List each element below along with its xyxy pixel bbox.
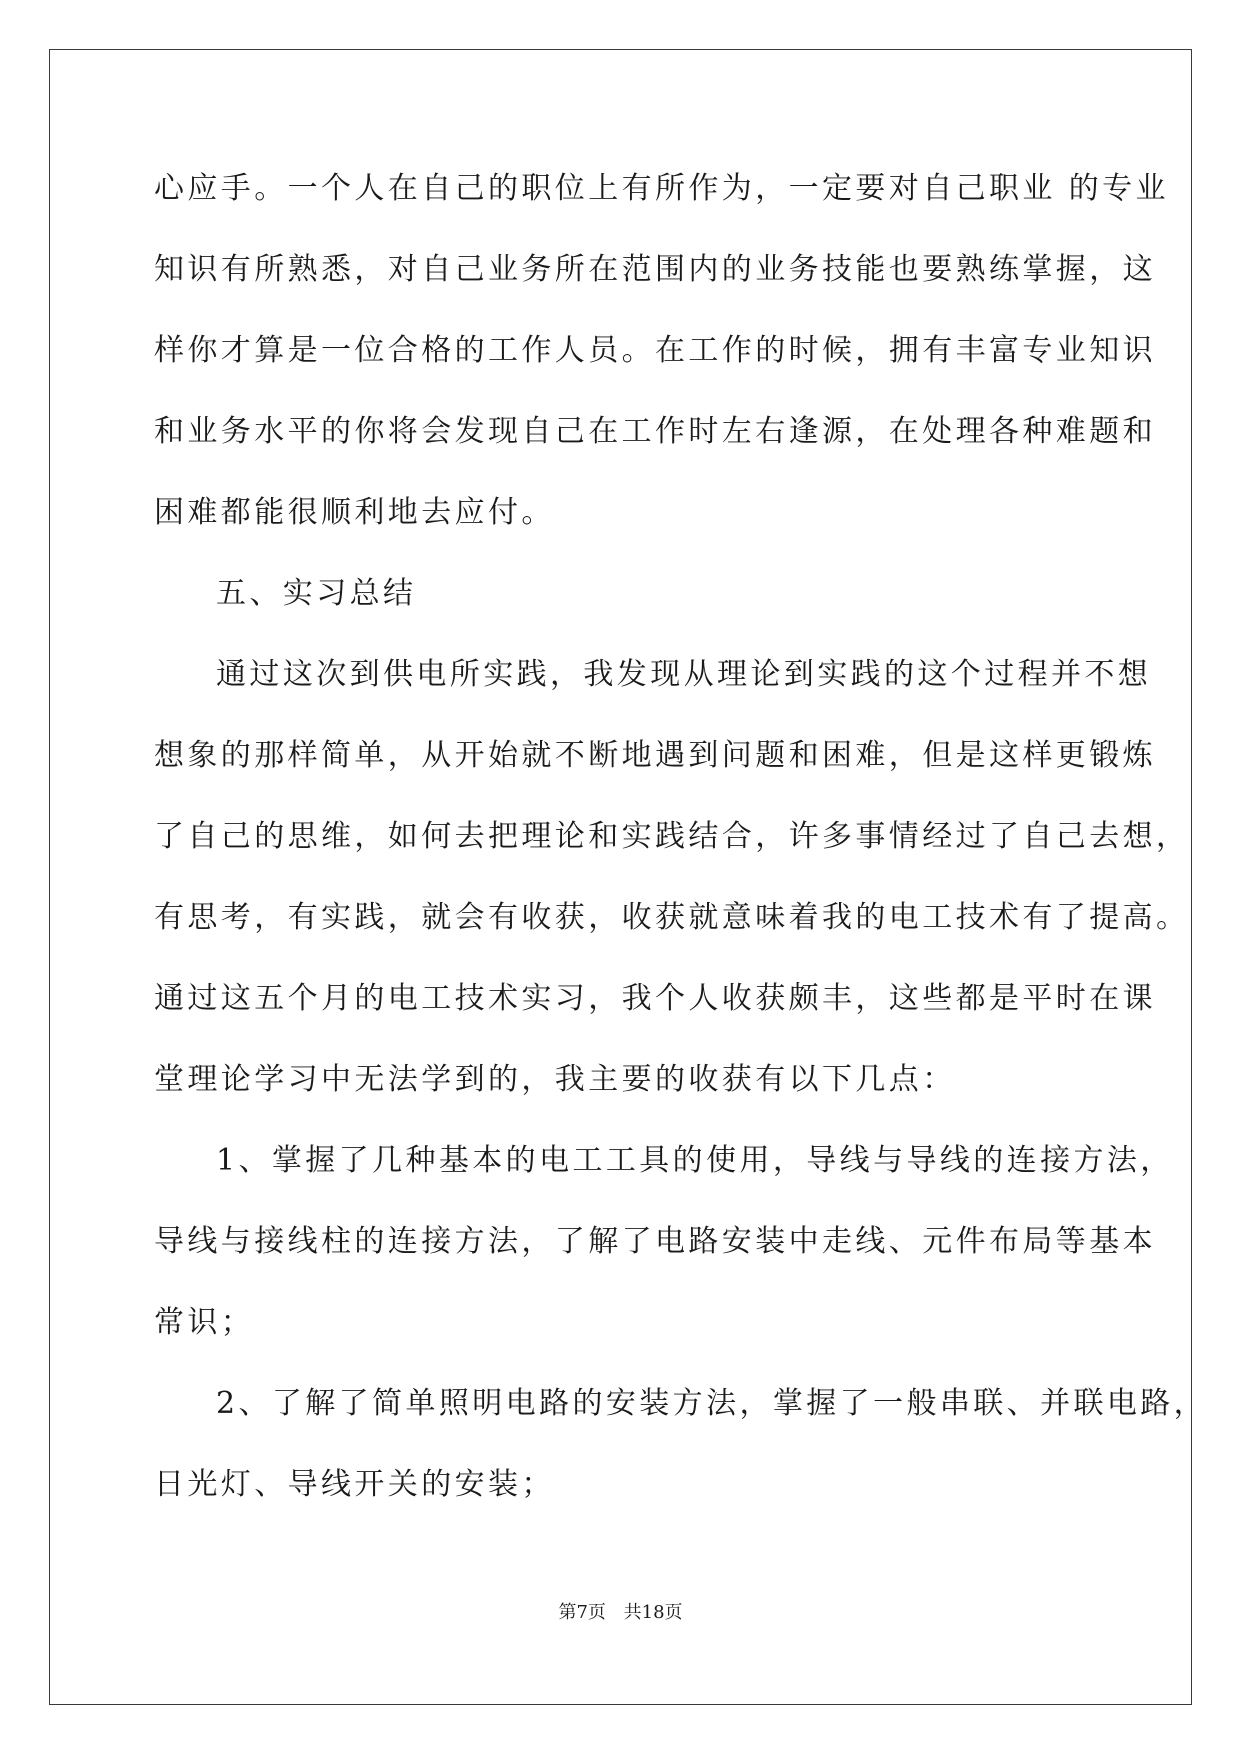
text-line: 想象的那样简单，从开始就不断地遇到问题和困难，但是这样更锻炼 [154,738,1156,773]
text-line: 和业务水平的你将会发现自己在工作时左右逢源，在处理各种难题和 [154,414,1156,449]
page-number-current: 第7页 [558,1602,606,1623]
text-line: 样你才算是一位合格的工作人员。在工作的时候，拥有丰富专业知识 [154,333,1156,368]
text-line: 知识有所熟悉，对自己业务所在范围内的业务技能也要熟练掌握，这 [154,252,1156,287]
text-line: 通过这次到供电所实践，我发现从理论到实践的这个过程并不想 [216,657,1152,692]
text-line: 通过这五个月的电工技术实习，我个人收获颇丰，这些都是平时在课 [154,981,1156,1016]
text-line: 了自己的思维，如何去把理论和实践结合，许多事情经过了自己去想， [154,819,1190,854]
page-footer [0,1598,1241,1624]
document-body [154,160,1208,1537]
text-line: 日光灯、导线开关的安装； [154,1467,555,1502]
text-line: 心应手。一个人在自己的职位上有所作为，一定要对自己职业 的专业 [154,171,1169,206]
text-line: 导线与接线柱的连接方法，了解了电路安装中走线、元件布局等基本 [154,1224,1156,1259]
text-line: 困难都能很顺利地去应付。 [154,495,555,530]
text-line: 常识； [154,1305,255,1340]
list-item: 1、掌握了几种基本的电工工具的使用，导线与导线的连接方法， [216,1143,1174,1178]
section-heading: 五、实习总结 [216,576,417,611]
text-line: 堂理论学习中无法学到的，我主要的收获有以下几点： [154,1062,956,1097]
list-item: 2、了解了简单照明电路的安装方法，掌握了一般串联、并联电路， [216,1386,1208,1421]
text-line: 有思考，有实践，就会有收获，收获就意味着我的电工技术有了提高。 [154,900,1190,935]
page-number-total: 共18页 [623,1602,683,1623]
